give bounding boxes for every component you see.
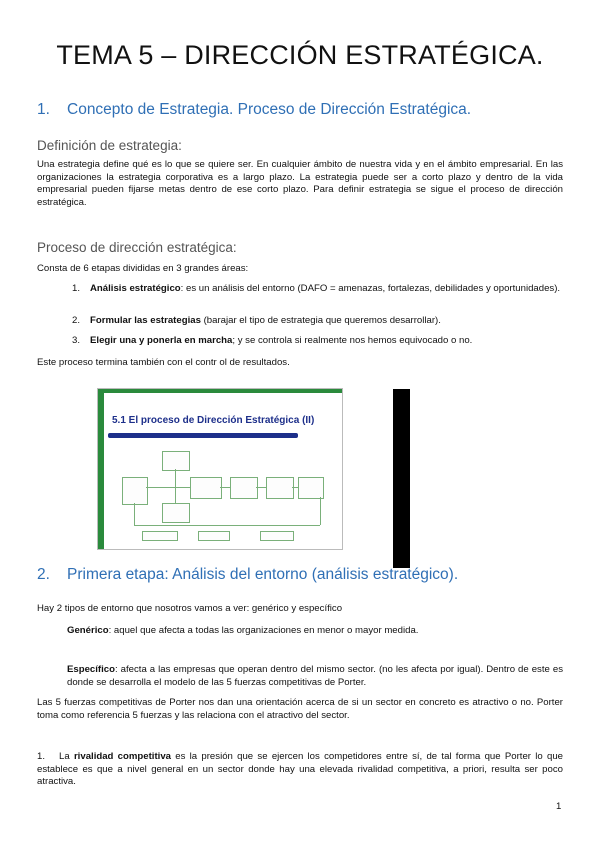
slide-top-stripe [98,389,342,393]
list-number: 1. [37,751,46,762]
process-heading: Proceso de dirección estratégica: [37,240,237,255]
section1-title: Concepto de Estrategia. Proceso de Dirección Estratégica. [67,101,472,118]
list-item-text: ; y se controla si realmente nos hemos equivocado o no. [232,335,473,346]
embedded-slide-image [97,388,343,550]
section1-number: 1. [37,101,50,118]
section2-title: Primera etapa: Análisis del entorno (análisis estratégico). [67,566,459,583]
generic-text: : aquel que afecta a todas las organizaciones en menor o mayor medida. [108,625,419,636]
black-bar-artifact [393,389,410,568]
diagram-line [292,487,298,488]
diagram-line [175,469,176,503]
process-item-2 [72,315,566,328]
diagram-box [122,477,148,505]
section2-heading [37,566,458,584]
environment-intro: Hay 2 tipos de entorno que nosotros vamos a ver: genérico y específico [37,603,343,614]
rivalry-item [37,751,563,789]
rivalry-prefix: La [59,751,74,762]
diagram-box [142,531,178,541]
specific-environment [67,664,563,689]
diagram-box [198,531,230,541]
process-item-1 [72,283,566,296]
page-number: 1 [556,801,562,812]
definition-text: Una estrategia define qué es lo que se quiere ser. En cualquier ámbito de nuestra vida y en el ámbito empresarial. En las organizaciones la estrategia corporativa es a largo plazo. La estrategia puede ser a corto plazo y dentro de la vida empresarial pueden fijarse metas dentro de ese corto plazo. Para definir estrategia se sigue el proceso de dirección estratégica. [37,159,563,208]
list-item-bold: Análisis estratégico [90,283,181,294]
process-intro: Consta de 6 etapas divididas en 3 grandes áreas: [37,263,249,274]
diagram-line [256,487,266,488]
slide-title-bar [108,433,298,438]
diagram-box [266,477,294,499]
slide-left-stripe [98,389,104,549]
generic-environment [67,625,563,638]
specific-text: : afecta a las empresas que operan dentro del mismo sector. (no les afecta por igual). Dentro de este es donde se desarrolla el modelo de las 5 fuerzas competitivas de Porter. [67,664,563,688]
process-item-3 [72,335,566,348]
diagram-line [134,503,135,525]
diagram-box [190,477,222,499]
porter-paragraph: Las 5 fuerzas competitivas de Porter nos dan una orientación acerca de si un sector en concreto es atractivo o no. Porter toma como referencia 5 fuerzas y las relaciona con el atractivo del sector. [37,697,563,721]
diagram-line [134,525,320,526]
diagram-line [220,487,230,488]
list-number: 2. [72,315,81,326]
list-item-bold: Formular las estrategias [90,315,201,326]
specific-label: Específico [67,664,115,675]
diagram-line [320,497,321,525]
diagram-box [162,451,190,471]
section1-heading [37,101,471,119]
diagram-box [298,477,324,499]
list-item-text: (barajar el tipo de estrategia que queremos desarrollar). [200,315,441,326]
rivalry-text: es la presión que se ejercen los competidores entre sí, de tal forma que Porter lo que establece es que a nivel general en un sector donde hay una elevada rivalidad competitiva, a priori, resulta ser poco atractiva. [37,751,564,788]
diagram-box [162,503,190,523]
definition-heading: Definición de estrategia: [37,138,182,153]
page-title: TEMA 5 – DIRECCIÓN ESTRATÉGICA. [56,40,544,70]
diagram-line [146,487,190,488]
list-number: 3. [72,335,81,346]
generic-label: Genérico [67,625,109,636]
list-item-text: : es un análisis del entorno (DAFO = amenazas, fortalezas, debilidades y oportunidades). [180,283,561,294]
diagram-box [260,531,294,541]
rivalry-bold: rivalidad competitiva [73,751,171,762]
list-number: 1. [72,283,81,294]
section2-number: 2. [37,566,50,583]
slide-title: 5.1 El proceso de Dirección Estratégica (II) [112,415,315,426]
process-end: Este proceso termina también con el contr ol de resultados. [37,357,290,368]
diagram-box [230,477,258,499]
list-item-bold: Elegir una y ponerla en marcha [90,335,233,346]
